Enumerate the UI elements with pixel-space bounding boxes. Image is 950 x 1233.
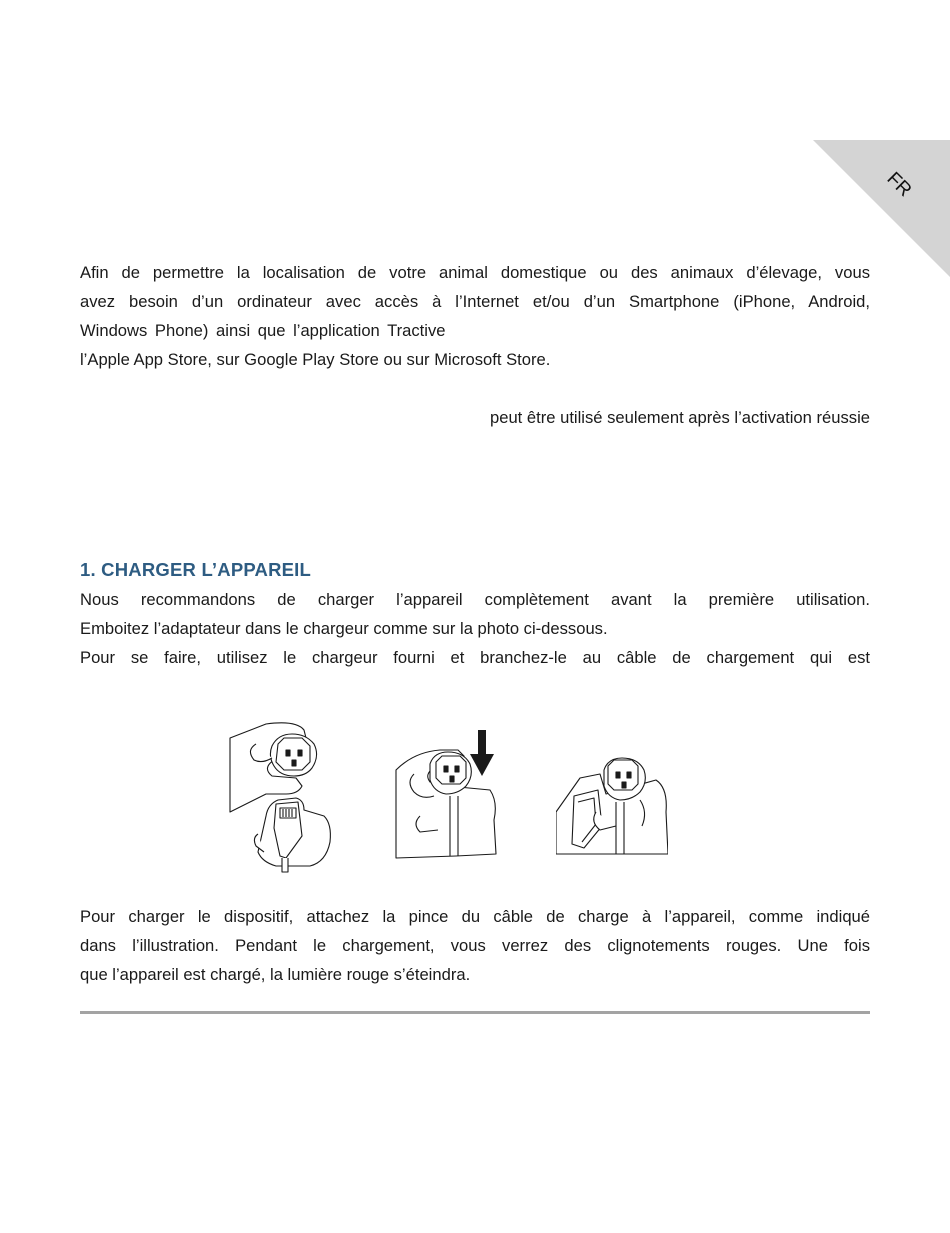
adapter-insert-illustration xyxy=(394,716,500,874)
section-heading: 1. CHARGER L’APPAREIL xyxy=(80,559,312,580)
charging-line: dans l’illustration. Pendant le chargement, vous verrez des clignotements rouges. Une fois xyxy=(80,936,870,955)
intro-line: Windows Phone) ainsi que l’application Tractive xyxy=(80,321,446,340)
intro-line: Afin de permettre la localisation de votre animal domestique ou des animaux d’élevage, vous xyxy=(80,263,870,282)
section-line: Nous recommandons de charger l’appareil complètement avant la première utilisation. xyxy=(80,590,870,609)
adapter-assembled-illustration xyxy=(556,716,668,874)
activation-note: peut être utilisé seulement après l’activation réussie xyxy=(489,408,870,427)
charging-info-paragraph xyxy=(80,902,870,989)
section-divider xyxy=(80,1011,870,1014)
section-body xyxy=(80,585,870,672)
language-corner-tab xyxy=(813,140,950,277)
intro-line: l’Apple App Store, sur Google Play Store ou sur Microsoft Store. xyxy=(80,350,551,369)
section-line: Emboitez l’adaptateur dans le chargeur comme sur la photo ci-dessous. xyxy=(80,619,608,638)
intro-line: avez besoin d’un ordinateur avec accès à l’Internet et/ou d’un Smartphone (iPhone, Android, xyxy=(80,292,870,311)
charging-line: que l’appareil est chargé, la lumière rouge s’éteindra. xyxy=(80,965,471,984)
language-label: FR xyxy=(882,168,916,202)
charger-illustrations xyxy=(226,716,676,874)
adapter-separate-illustration xyxy=(226,716,336,874)
intro-paragraph xyxy=(80,258,870,374)
charging-line: Pour charger le dispositif, attachez la pince du câble de charge à l’appareil, comme indiqué xyxy=(80,907,870,926)
section-line: Pour se faire, utilisez le chargeur fourni et branchez-le au câble de chargement qui est xyxy=(80,648,870,667)
